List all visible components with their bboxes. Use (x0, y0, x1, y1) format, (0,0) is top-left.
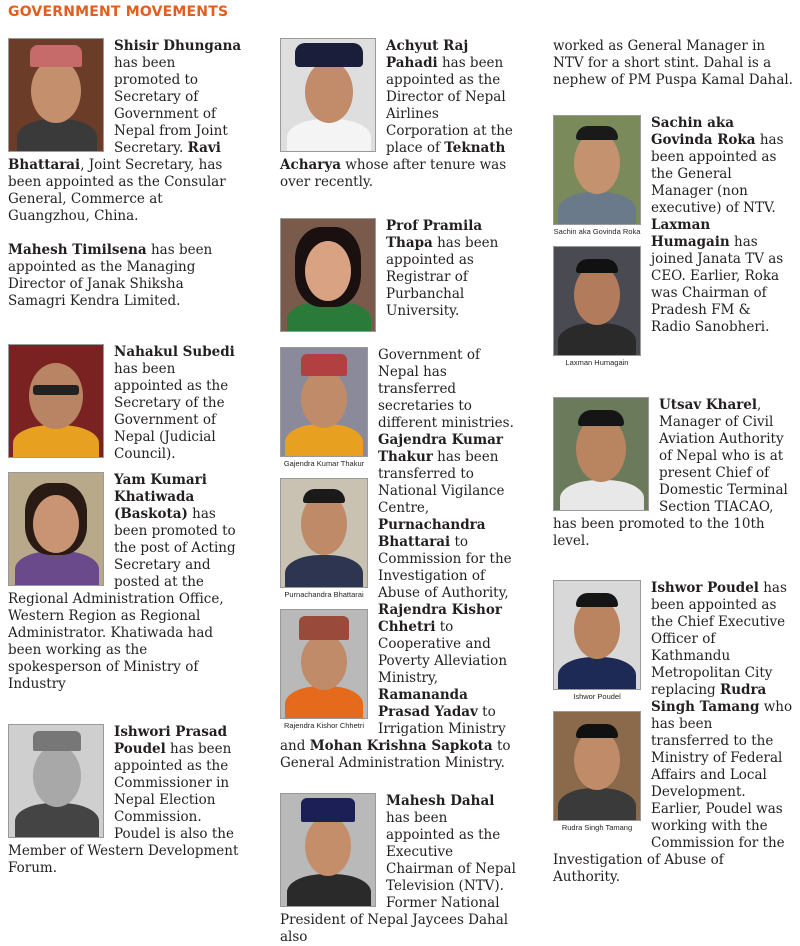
text-shisir: has been promoted to Secretary of Government of Nepal from Joint Secretary. (114, 55, 228, 156)
photo-sachin (553, 115, 641, 236)
photo-pramila (280, 218, 376, 332)
name-mahesh-timilsena: Mahesh Timilsena (8, 242, 147, 258)
text-rudra: who has been transferred to the Ministry of Federal Affairs and Local Development. Earlier, Poudel was working with the Commission for the Investigation of Abuse of Authority. (553, 699, 793, 885)
name-ishwor: Ishwor Poudel (651, 580, 759, 596)
text-teknath: whose after tenure was over recently. (280, 157, 507, 190)
photo-ishwori (8, 724, 104, 838)
caption-purnachandra: Purnachandra Bhattarai (284, 590, 364, 599)
text-mahesh-timilsena: has been appointed as the Managing Director of Janak Shiksha Samagri Kendra Limited. (8, 242, 213, 309)
name-ishwori: Ishwori Prasad Poudel (114, 724, 228, 757)
text-pramila: has been appointed as Registrar of Purbanchal University. (386, 235, 499, 319)
item-mahesh-timilsena (8, 242, 244, 310)
text-ishwor: has been appointed as the Chief Executive Officer of Kathmandu Metropolitan City replacing (651, 580, 787, 698)
text-gajendra: has been transferred to National Vigilance Centre, (378, 449, 505, 516)
caption-ishwor: Ishwor Poudel (573, 692, 621, 701)
item-ishwori (8, 724, 244, 877)
item-achyut (280, 38, 516, 191)
item-yam (8, 472, 244, 693)
text-utsav: , Manager of Civil Aviation Authority of Nepal who is at present Chief of Domestic Terminal Section TIACAO, has been promoted to the 10th level. (553, 397, 788, 549)
name-rajendra: Rajendra Kishor Chhetri (378, 602, 502, 635)
name-achyut: Achyut Raj Pahadi (386, 38, 469, 71)
photo-mahesh-dahal (280, 793, 376, 907)
caption-rudra: Rudra Singh Tamang (561, 823, 633, 832)
caption-rajendra: Rajendra Kishor Chhetri (283, 721, 365, 730)
caption-sachin: Sachin aka Govinda Roka (553, 227, 641, 236)
text-nahakul: has been appointed as the Secretary of the Government of Nepal (Judicial Council). (114, 361, 229, 462)
text-mahesh-dahal: has been appointed as the Executive Chairman of Nepal Television (NTV). Former National President of Nepal Jaycees Dahal also (280, 810, 516, 945)
text-sachin: has been appointed as the General Manager (non executive) of NTV. (651, 132, 784, 216)
photo-nahakul (8, 344, 104, 458)
caption-laxman: Laxman Humagain (565, 358, 629, 367)
text-ramananda: to Irrigation Ministry and (280, 704, 506, 754)
text-purnachandra: to Commission for the Investigation of Abuse of Authority, (378, 534, 512, 601)
name-nahakul: Nahakul Subedi (114, 344, 235, 360)
text-mohan: to General Administration Ministry. (280, 738, 511, 771)
item-shisir (8, 38, 244, 225)
text-transfers-intro: Government of Nepal has transferred secretaries to different ministries. (378, 347, 514, 431)
photo-yam (8, 472, 104, 586)
name-laxman: Laxman Humagain (651, 217, 730, 250)
photo-shisir (8, 38, 104, 152)
name-purnachandra: Purnachandra Bhattarai (378, 517, 486, 550)
photo-rudra (553, 711, 641, 832)
text-yam: has been promoted to the post of Acting Secretary and posted at the Regional Administration Office, Western Region as Regional Administrator. Khatiwada had been working as the spokesperson of Ministry of Industry (8, 506, 236, 692)
text-ishwori: has been appointed as the Commissioner in Nepal Election Commission. Poudel is also the Member of Western Development Forum. (8, 741, 239, 876)
text-ravi: , Joint Secretary, has been appointed as the Consular General, Commerce at Guangzhou, China. (8, 157, 226, 224)
column-2 (280, 38, 516, 946)
column-1 (8, 38, 244, 877)
name-rudra: Rudra Singh Tamang (651, 682, 767, 715)
name-utsav: Utsav Kharel (659, 397, 758, 413)
section-header: GOVERNMENT MOVEMENTS (8, 4, 229, 20)
name-pramila: Prof Pramila Thapa (386, 218, 483, 251)
text-achyut: has been appointed as the Director of Nepal Airlines Corporation at the place of (386, 55, 513, 156)
photo-utsav (553, 397, 649, 511)
item-sachin-laxman (553, 115, 793, 371)
item-utsav (553, 397, 793, 550)
photo-rajendra (280, 609, 368, 730)
photo-purnachandra (280, 478, 368, 599)
name-mahesh-dahal: Mahesh Dahal (386, 793, 495, 809)
name-gajendra: Gajendra Kumar Thakur (378, 432, 503, 465)
item-ishwor (553, 580, 793, 886)
name-mohan: Mohan Krishna Sapkota (309, 738, 493, 754)
text-laxman: has joined Janata TV as CEO. Earlier, Roka was Chairman of Pradesh FM & Radio Sanobheri. (651, 234, 784, 335)
name-teknath: Teknath Acharya (280, 140, 506, 173)
item-mahesh-dahal (280, 793, 516, 946)
photo-ishwor (553, 580, 641, 701)
item-pramila (280, 218, 516, 332)
name-shisir: Shisir Dhungana (114, 38, 242, 54)
name-sachin: Sachin aka Govinda Roka (651, 115, 756, 148)
photo-gajendra (280, 347, 368, 468)
item-nahakul (8, 344, 244, 463)
photo-laxman (553, 246, 641, 367)
name-ravi: Ravi Bhattarai (8, 140, 221, 173)
photo-achyut (280, 38, 376, 152)
text-dahal-continued: worked as General Manager in NTV for a short stint. Dahal is a nephew of PM Puspa Kamal Dahal. (553, 38, 793, 88)
name-yam: Yam Kumari Khatiwada (Baskota) (114, 472, 207, 522)
text-rajendra: to Cooperative and Poverty Alleviation Ministry, (378, 619, 508, 686)
column-3 (553, 38, 793, 886)
name-ramananda: Ramananda Prasad Yadav (378, 687, 478, 720)
caption-gajendra: Gajendra Kumar Thakur (283, 459, 365, 468)
item-transfers (280, 347, 516, 772)
